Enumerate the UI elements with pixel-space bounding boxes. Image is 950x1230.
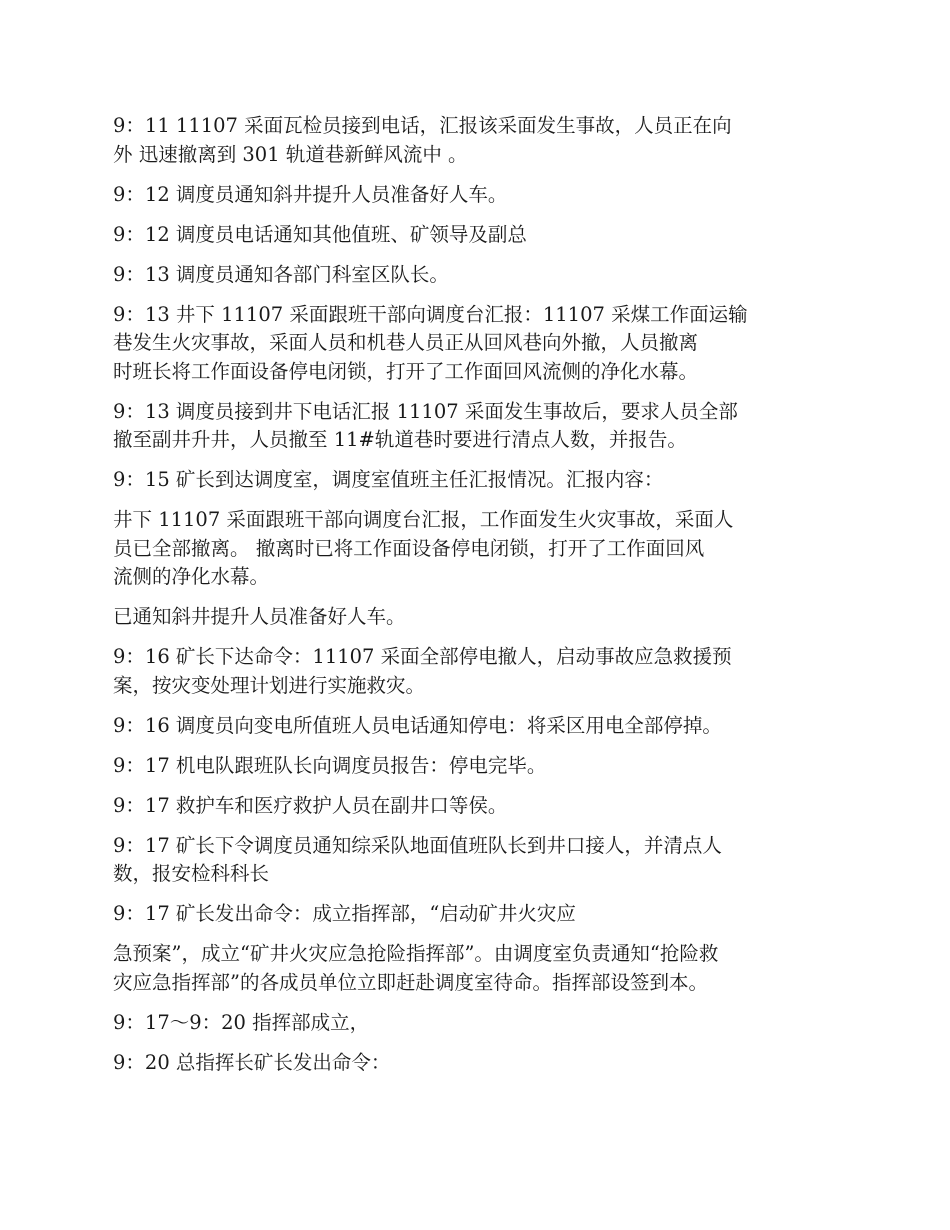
paragraph: 9：17 救护车和医疗救护人员在副井口等侯。 bbox=[113, 793, 508, 817]
paragraph: 9：13 井下 11107 采面跟班干部向调度台汇报：11107 采煤工作面运输 巷发生火灾事故，采面人员和机巷人员正从回风巷向外撤，人员撤离 时班长将工作面设备停电闭锁，打开了工作面回风流侧的净化水幕。 bbox=[113, 302, 748, 383]
paragraph: 9：17 矿长发出命令：成立指挥部，“启动矿井火灾应 bbox=[113, 902, 576, 925]
paragraph: 9：17 机电队跟班队长向调度员报告：停电完毕。 bbox=[113, 753, 547, 777]
document-body bbox=[113, 112, 843, 1089]
paragraph: 9：20 总指挥长矿长发出命令： bbox=[113, 1050, 391, 1074]
paragraph: 急预案”，成立“矿井火灾应急抢险指挥部”。由调度室负责通知“抢险救 灾应急指挥部”的各成员单位立即赶赴调度室待命。指挥部设签到本。 bbox=[113, 942, 719, 994]
paragraph: 9：12 调度员电话通知其他值班、矿领导及副总 bbox=[113, 222, 527, 246]
paragraph: 9：16 调度员向变电所值班人员电话通知停电：将采区用电全部停掉。 bbox=[113, 713, 722, 737]
paragraph: 井下 11107 采面跟班干部向调度台汇报，工作面发生火灾事故，采面人 员已全部撤离。 撤离时已将工作面设备停电闭锁，打开了工作面回风 流侧的净化水幕。 bbox=[113, 508, 734, 588]
paragraph: 9：11 11107 采面瓦检员接到电话，汇报该采面发生事故，人员正在向 外 迅速撤离到 301 轨道巷新鲜风流中 。 bbox=[113, 114, 732, 166]
paragraph: 已通知斜井提升人员准备好人车。 bbox=[113, 605, 406, 628]
paragraph: 9：16 矿长下达命令：11107 采面全部停电撤人，启动事故应急救援预 案，按灾变处理计划进行实施救灾。 bbox=[113, 645, 732, 697]
paragraph: 9：13 调度员通知各部门科室区队长。 bbox=[113, 262, 449, 286]
paragraph: 9：17 矿长下令调度员通知综采队地面值班队长到井口接人，并清点人 数，报安检科科长 bbox=[113, 833, 722, 885]
paragraph: 9：17～9：20 指挥部成立， bbox=[113, 1010, 370, 1034]
paragraph: 9：15 矿长到达调度室，调度室值班主任汇报情况。汇报内容： bbox=[113, 468, 664, 491]
paragraph: 9：12 调度员通知斜井提升人员准备好人车。 bbox=[113, 182, 508, 206]
paragraph: 9：13 调度员接到井下电话汇报 11107 采面发生事故后，要求人员全部 撤至副井升井，人员撤至 11#轨道巷时要进行清点人数，并报告。 bbox=[113, 399, 738, 451]
